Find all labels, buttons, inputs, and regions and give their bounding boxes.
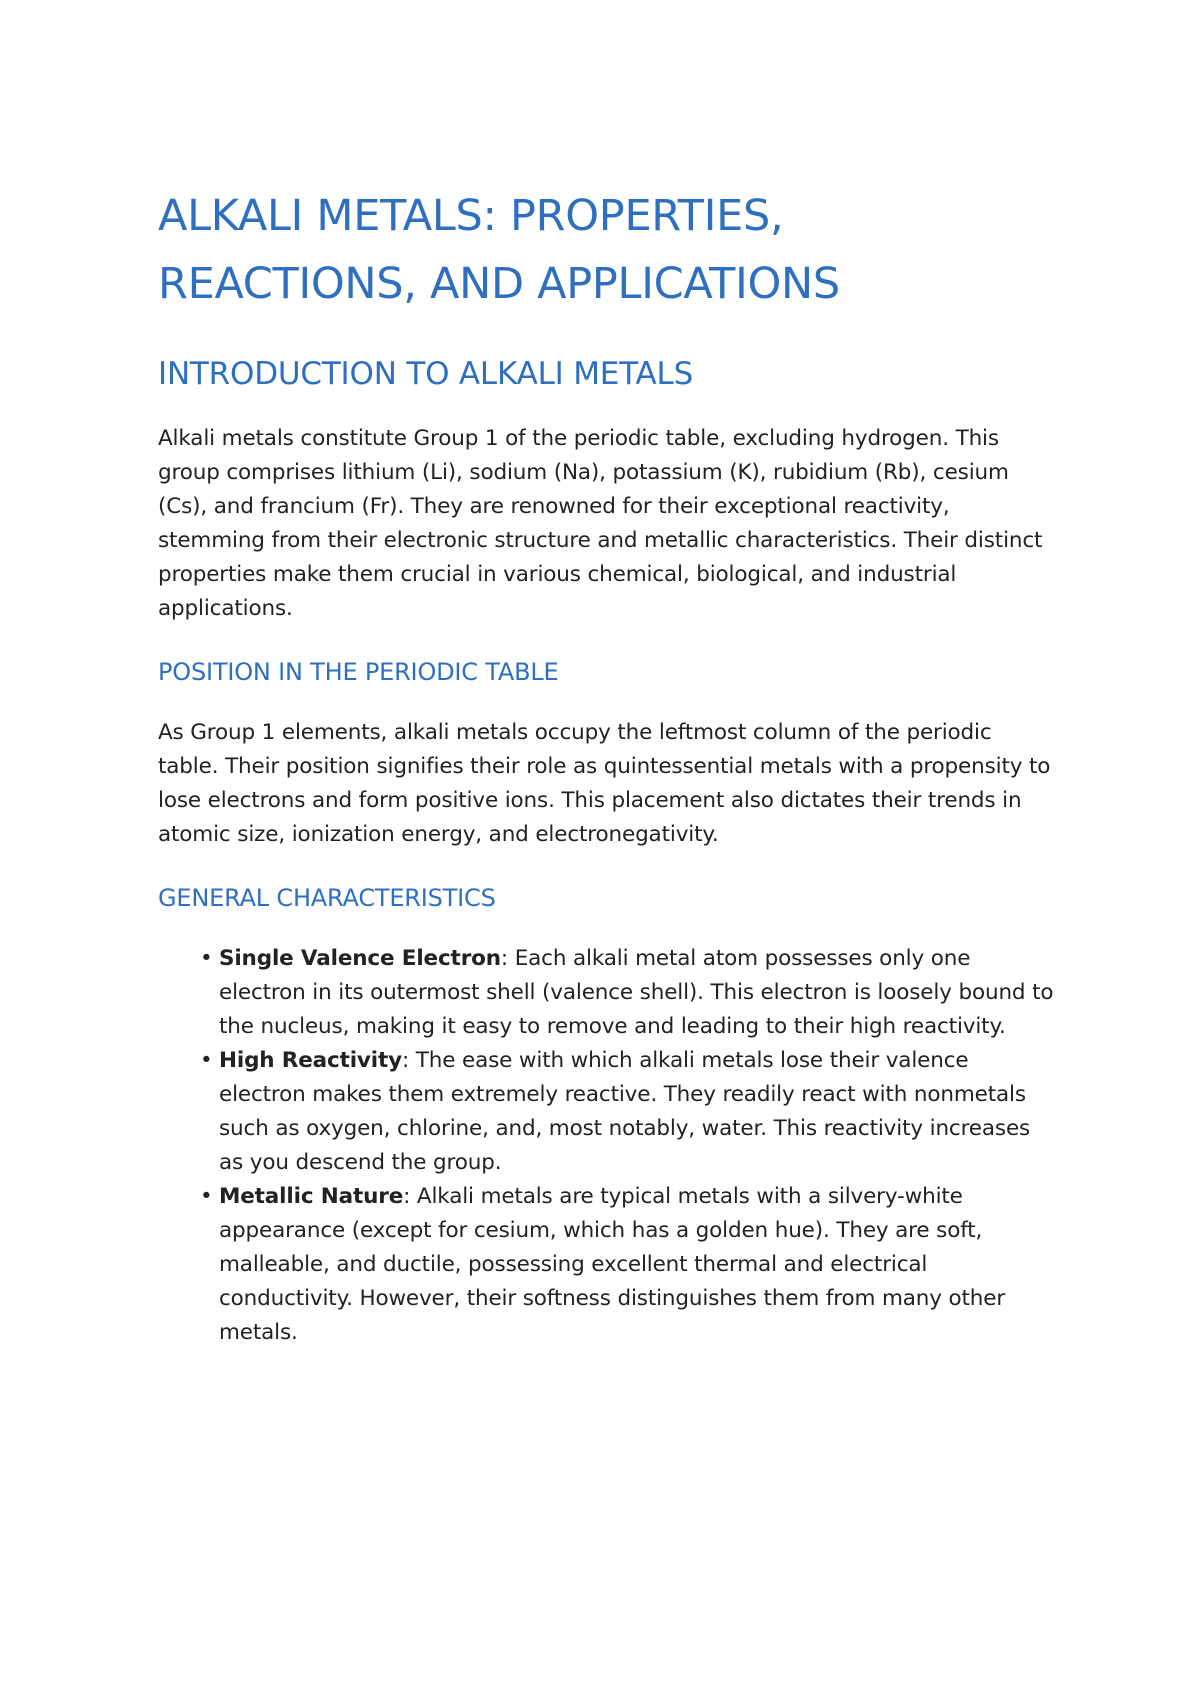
list-item — [200, 942, 1058, 1044]
list-item-text: : Alkali metals are typical metals with a silvery-white appearance (except for cesium, which has a golden hue). They are soft, malleable, and ductile, possessing excellent thermal and electrical conductivity. However, their softness distinguishes them from many other metals. — [219, 1184, 1006, 1345]
general-characteristics-heading: GENERAL CHARACTERISTICS — [158, 884, 496, 912]
list-item-text: : Each alkali metal atom possesses only one electron in its outermost shell (valence shell). This electron is loosely bound to the nucleus, making it easy to remove and leading to their high reactivity. — [219, 946, 1054, 1039]
bullet-icon: • — [200, 946, 213, 971]
bullet-icon: • — [200, 1048, 213, 1073]
bullet-icon: • — [200, 1184, 213, 1209]
list-item-term: Single Valence Electron — [219, 946, 501, 971]
list-item-text: : The ease with which alkali metals lose their valence electron makes them extremely reactive. They readily react with nonmetals such as oxygen, chlorine, and, most notably, water. This reactivity increases as you descend the group. — [219, 1048, 1031, 1175]
document-title — [158, 182, 1058, 318]
list-item — [200, 1180, 1058, 1350]
list-item-term: High Reactivity — [219, 1048, 403, 1073]
title-line-2: REACTIONS, AND APPLICATIONS — [158, 259, 840, 309]
list-item-term: Metallic Nature — [219, 1184, 404, 1209]
position-heading: POSITION IN THE PERIODIC TABLE — [158, 658, 559, 686]
position-paragraph: As Group 1 elements, alkali metals occupy the leftmost column of the periodic table. Their position signifies their role as quintessential metals with a propensity to lose electrons and form positive ions. This placement also dictates their trends in atomic size, ionization energy, and electronegativity. — [158, 720, 1051, 847]
characteristics-list — [158, 942, 1058, 1350]
intro-heading: INTRODUCTION TO ALKALI METALS — [158, 356, 694, 392]
document-page — [158, 182, 1058, 1350]
intro-paragraph: Alkali metals constitute Group 1 of the periodic table, excluding hydrogen. This group comprises lithium (Li), sodium (Na), potassium (K), rubidium (Rb), cesium (Cs), and francium (Fr). They are renowned for their exceptional reactivity, stemming from their electronic structure and metallic characteristics. Their distinct properties make them crucial in various chemical, biological, and industrial applications. — [158, 426, 1043, 621]
title-line-1: ALKALI METALS: PROPERTIES, — [158, 191, 784, 241]
list-item — [200, 1044, 1058, 1180]
